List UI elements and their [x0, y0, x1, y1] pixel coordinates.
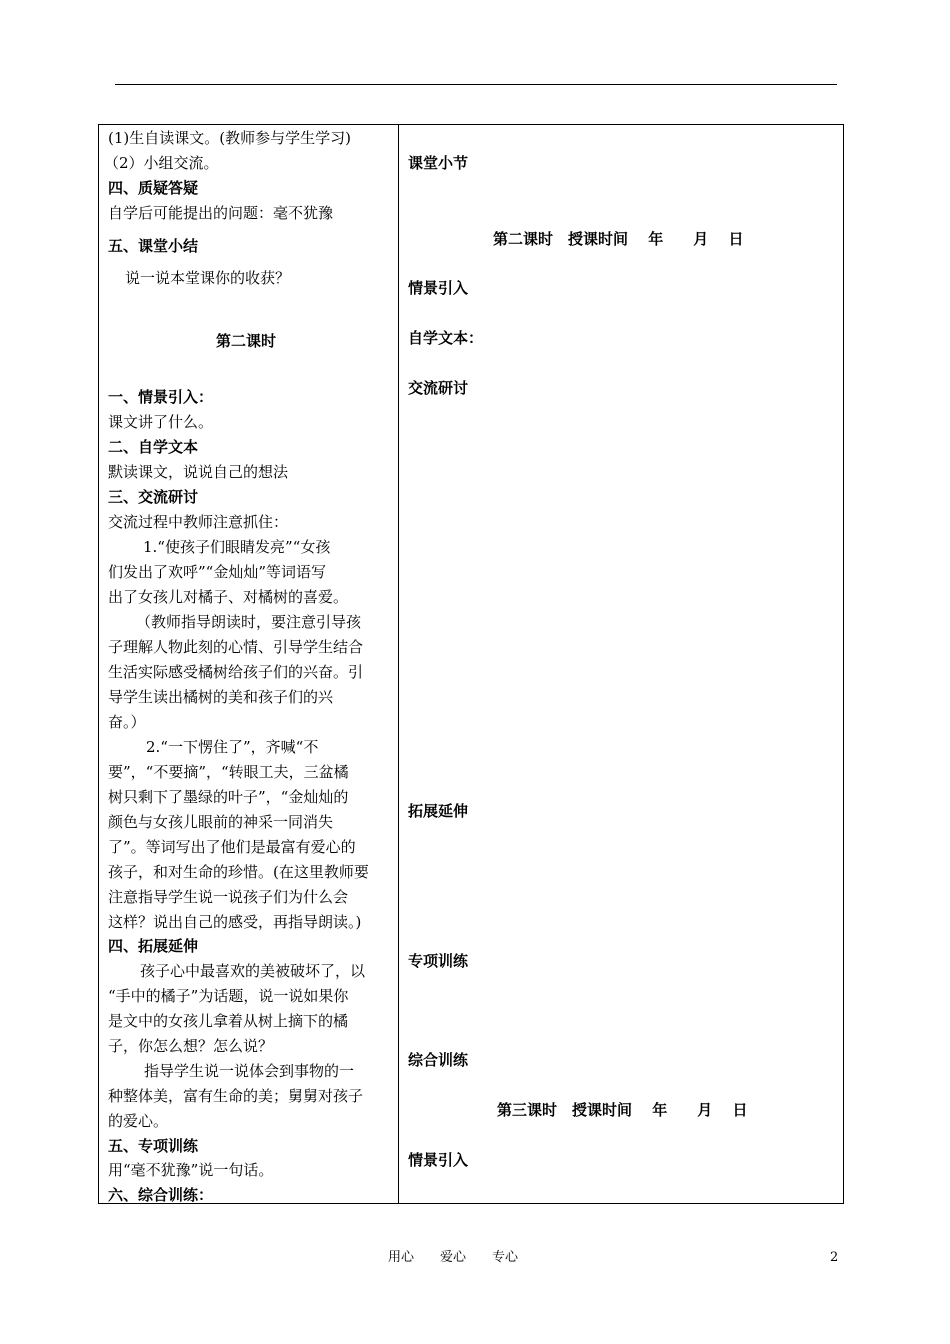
left-line-2: （2）小组交流。 [104, 154, 219, 172]
heading-special-training: 五、专项训练 [108, 1137, 199, 1155]
left-line-36: 种整体美，富有生命的美；舅舅对孩子 [108, 1087, 364, 1105]
left-line-13: 交流过程中教师注意抓住： [108, 513, 289, 531]
heading-questions: 四、质疑答疑 [108, 179, 199, 197]
right-label-intro: 情景引入 [408, 279, 469, 297]
left-line-28: 注意指导学生说一说孩子们为什么会 [108, 888, 349, 906]
left-line-32: “手中的橘子”为话题，说一说如果你 [108, 987, 349, 1005]
left-line-11: 默读课文，说说自己的想法 [108, 463, 289, 481]
footer-motto: 用心 爱心 专心 [388, 1250, 519, 1265]
header-rule [115, 84, 837, 85]
left-line-31: 孩子心中最喜欢的美被破坏了，以 [140, 962, 366, 980]
right-label-class-summary: 课堂小节 [408, 154, 469, 172]
left-line-33: 是文中的女孩儿拿着从树上摘下的橘 [108, 1012, 349, 1030]
heading-extension: 四、拓展延伸 [108, 937, 199, 955]
left-line-27: 孩子，和对生命的珍惜。(在这里教师要 [108, 863, 369, 881]
left-line-21: 奋。） [108, 713, 146, 731]
left-line-29: 这样？说出自己的感受，再指导朗读。) [108, 913, 362, 931]
left-line-9: 课文讲了什么。 [108, 413, 214, 431]
left-line-23: 要”，“不要摘”，“转眼工夫，三盆橘 [108, 763, 349, 781]
right-label-discussion: 交流研讨 [408, 379, 469, 397]
heading-self-study: 二、自学文本 [108, 438, 199, 456]
left-line-35: 指导学生说一说体会到事物的一 [144, 1062, 355, 1080]
left-line-17: （教师指导朗读时，要注意引导孩 [136, 613, 362, 631]
right-label-intro-2: 情景引入 [408, 1151, 469, 1169]
heading-comprehensive-training: 六、综合训练： [108, 1186, 214, 1204]
left-line-39: 用“毫不犹豫”说一句话。 [108, 1161, 274, 1179]
heading-intro: 一、情景引入： [108, 388, 214, 406]
left-line-37: 的爱心。 [108, 1112, 169, 1130]
right-label-special-training: 专项训练 [408, 952, 469, 970]
left-line-4: 自学后可能提出的问题：毫不犹豫 [108, 204, 334, 222]
left-line-14: 1.“使孩子们眼睛发亮”“女孩 [143, 538, 331, 556]
left-line-26: 了”。等词写出了他们是最富有爱心的 [108, 838, 356, 856]
left-line-24: 树只剩下了墨绿的叶子”，“金灿灿的 [108, 788, 349, 806]
left-line-20: 导学生读出橘树的美和孩子们的兴 [108, 688, 334, 706]
left-line-34: 子，你怎么想？怎么说？ [108, 1037, 274, 1055]
left-line-16: 出了女孩儿对橘子、对橘树的喜爱。 [108, 588, 349, 606]
left-line-18: 子理解人物此刻的心情、引导学生结合 [108, 638, 364, 656]
right-label-self-study: 自学文本： [408, 329, 484, 347]
right-lesson-2-schedule: 第二课时 授课时间 年 月 日 [493, 230, 744, 248]
left-line-25: 颜色与女孩儿眼前的神采一同消失 [108, 813, 334, 831]
heading-discussion: 三、交流研讨 [108, 488, 199, 506]
left-line-6: 说一说本堂课你的收获？ [125, 269, 291, 287]
left-line-1: (1)生自读课文。(教师参与学生学习) [108, 129, 351, 147]
heading-summary: 五、课堂小结 [108, 237, 199, 255]
table-column-divider [398, 124, 399, 1204]
page-number: 2 [830, 1250, 839, 1265]
section-title-lesson-2: 第二课时 [216, 332, 277, 350]
right-label-extension: 拓展延伸 [408, 802, 469, 820]
left-line-19: 生活实际感受橘树给孩子们的兴奋。引 [108, 663, 364, 681]
right-lesson-3-schedule: 第三课时 授课时间 年 月 日 [497, 1101, 748, 1119]
left-line-15: 们发出了欢呼”“金灿灿”等词语写 [108, 563, 327, 581]
left-line-22: 2.“一下愣住了”，齐喊“不 [146, 738, 319, 756]
right-label-comprehensive-training: 综合训练 [408, 1051, 469, 1069]
